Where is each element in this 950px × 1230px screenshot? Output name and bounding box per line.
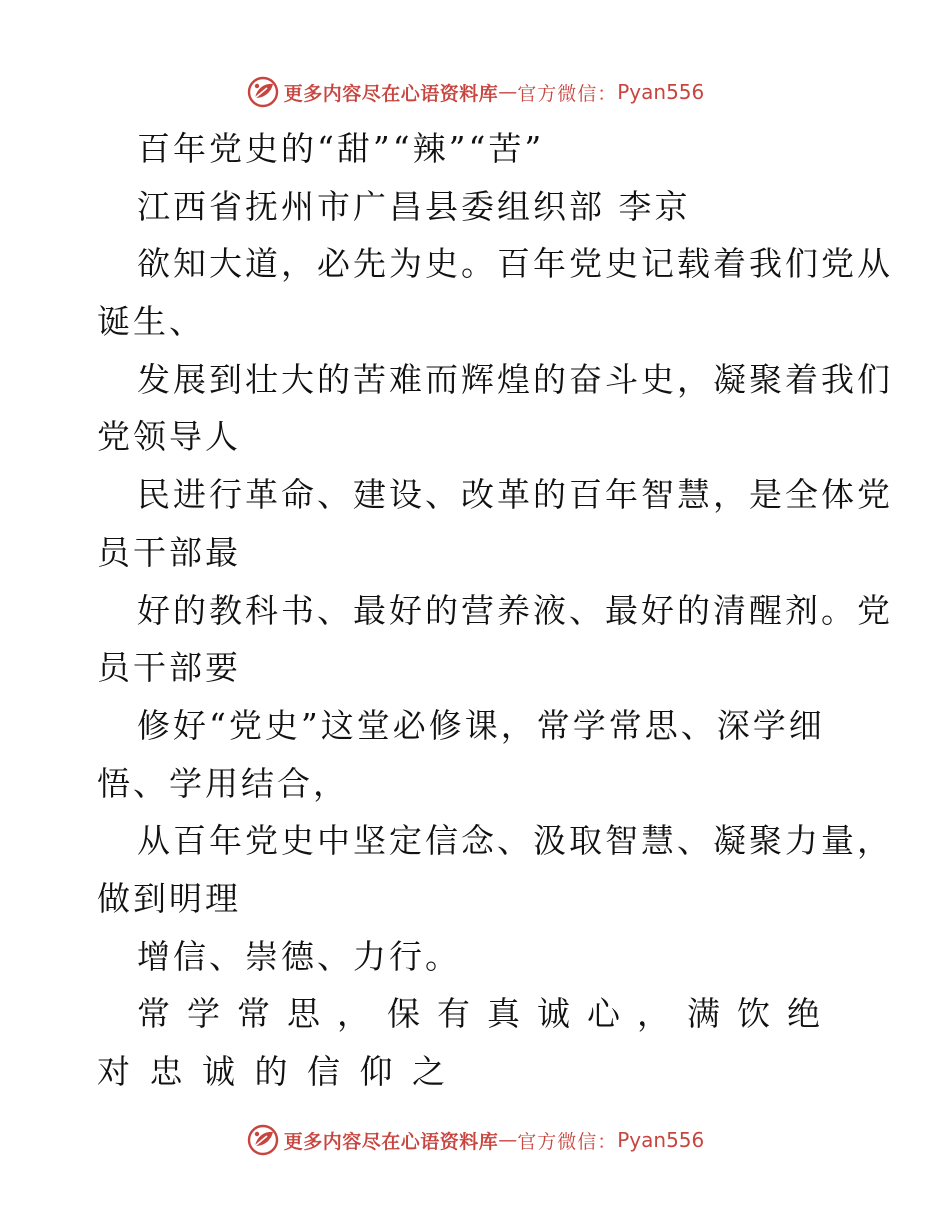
article-author: 江西省抚州市广昌县委组织部 李京 bbox=[137, 186, 691, 226]
paragraph-line: 对忠诚的信仰之 bbox=[97, 1052, 465, 1091]
watermark-main-text: 更多内容尽在心语资料库 bbox=[283, 1130, 499, 1153]
watermark-banner-top bbox=[0, 72, 950, 112]
paragraph-line: 常学常思，保有真诚心，满饮绝 bbox=[137, 994, 837, 1034]
leaf-logo-icon bbox=[246, 1123, 280, 1157]
article-body bbox=[97, 120, 893, 1101]
watermark-main-text: 更多内容尽在心语资料库 bbox=[283, 82, 499, 105]
paragraph-line: 做到明理 bbox=[97, 878, 241, 918]
watermark-dash: — bbox=[498, 81, 518, 103]
paragraph-line: 党领导人 bbox=[97, 417, 241, 457]
paragraph-line: 欲知大道，必先为史。百年党史记载着我们党从 bbox=[137, 244, 893, 284]
paragraph-line: 悟、学用结合， bbox=[97, 763, 349, 803]
watermark-wechat-label: 官方微信： bbox=[517, 1130, 618, 1153]
watermark-account: Pyan556 bbox=[617, 80, 705, 104]
watermark-dash: — bbox=[498, 1129, 518, 1151]
watermark-wechat-label: 官方微信： bbox=[517, 82, 618, 105]
paragraph-line: 发展到壮大的苦难而辉煌的奋斗史，凝聚着我们 bbox=[137, 359, 893, 399]
paragraph-line: 增信、崇德、力行。 bbox=[137, 936, 461, 976]
paragraph-line: 从百年党史中坚定信念、汲取智慧、凝聚力量， bbox=[137, 821, 893, 861]
paragraph-line: 民进行革命、建设、改革的百年智慧，是全体党 bbox=[137, 475, 893, 515]
paragraph-line: 员干部要 bbox=[97, 648, 241, 688]
paragraph-line: 诞生、 bbox=[97, 302, 205, 342]
paragraph-line: 修好“党史”这堂必修课，常学常思、深学细 bbox=[137, 705, 825, 745]
article-title: 百年党史的“甜”“辣”“苦” bbox=[137, 129, 545, 168]
paragraph-line: 好的教科书、最好的营养液、最好的清醒剂。党 bbox=[137, 590, 893, 630]
watermark-banner-bottom bbox=[0, 1120, 950, 1160]
watermark-account: Pyan556 bbox=[617, 1128, 705, 1152]
leaf-logo-icon bbox=[246, 75, 280, 109]
paragraph-line: 员干部最 bbox=[97, 532, 241, 572]
